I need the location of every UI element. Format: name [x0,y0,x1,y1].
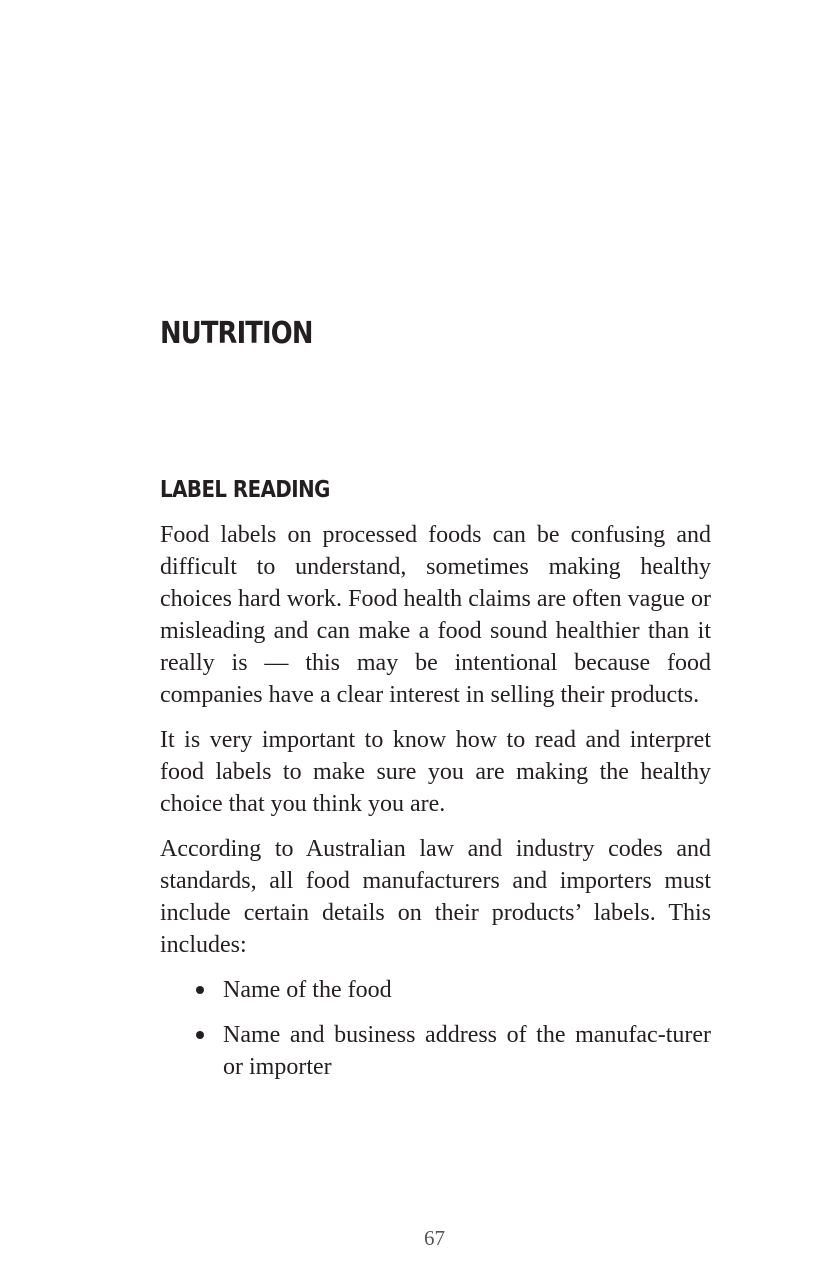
bullet-item [160,1019,711,1083]
bullet-text: Name of the food [223,977,392,1003]
bullet-list [160,974,711,1083]
chapter-title: NUTRITION [160,316,313,351]
bullet-item [160,974,711,1006]
bullet-dot-icon [196,986,204,994]
paragraph: It is very important to know how to read and interpret food labels to make sure you are making the healthy choice that you think you are. [160,727,711,817]
bullet-text: Name and business address of the manufac-turer or importer [223,1022,711,1080]
page-number: 67 [424,1226,445,1250]
section-title: LABEL READING [160,477,330,503]
paragraph: According to Australian law and industry codes and standards, all food manufacturers and importers must include certain details on their products’ labels. This includes: [160,836,711,958]
paragraph: Food labels on processed foods can be confusing and difficult to understand, sometimes making healthy choices hard work. Food health claims are often vague or misleading and can make a food sound healthier than it really is — this may be intentional because food companies have a clear interest in selling their products. [160,522,711,708]
body-text [160,519,711,1096]
bullet-dot-icon [196,1031,204,1039]
